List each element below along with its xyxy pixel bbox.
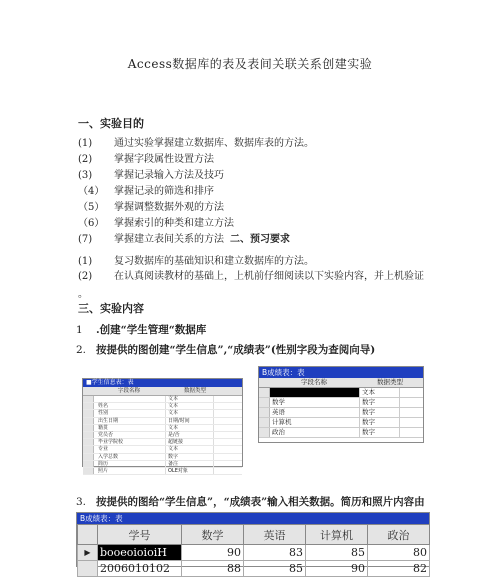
field-type-cell[interactable]: 文本 — [166, 410, 214, 416]
field-name-cell[interactable]: 姓名 — [94, 403, 166, 409]
prep-text: 复习数据库的基础知识和建立数据库的方法。 — [114, 256, 314, 267]
field-row[interactable] — [83, 468, 242, 475]
prep-item — [78, 270, 424, 284]
purpose-text: 掌握索引的种类和建立方法 — [114, 218, 234, 229]
field-name-cell[interactable]: 数学 — [270, 398, 360, 407]
purpose-item — [78, 233, 290, 247]
field-type-cell[interactable]: 数字 — [360, 428, 400, 437]
field-name-cell[interactable]: 入学总数 — [94, 454, 166, 460]
step-2 — [76, 342, 375, 357]
student-info-header — [83, 387, 242, 396]
row-selector[interactable] — [83, 439, 94, 445]
field-type-cell[interactable]: 数字 — [360, 408, 400, 417]
row-selector[interactable] — [83, 446, 94, 452]
score-cell[interactable]: 90 — [306, 561, 368, 577]
row-selector[interactable] — [259, 428, 270, 437]
field-name-cell[interactable]: 性别 — [94, 410, 166, 416]
purpose-item — [78, 201, 224, 215]
purpose-num: (3) — [78, 170, 93, 181]
field-name-cell[interactable]: 英语 — [270, 408, 360, 417]
field-type-cell[interactable]: 是/否 — [166, 432, 214, 438]
prep-num: (2) — [78, 271, 93, 282]
prep-dot: 。 — [78, 289, 88, 300]
field-type-cell[interactable]: 文本 — [166, 446, 214, 452]
step-3 — [76, 494, 425, 509]
row-selector[interactable] — [259, 418, 270, 427]
field-row[interactable] — [259, 398, 423, 408]
purpose-num: （6） — [78, 218, 105, 229]
score-cell[interactable]: 83 — [244, 545, 306, 561]
field-type-cell[interactable]: 数字 — [166, 454, 214, 460]
row-selector[interactable] — [83, 396, 94, 402]
grades-datasheet-window[interactable] — [76, 512, 430, 575]
field-type-cell[interactable]: 文本 — [360, 388, 400, 397]
step-1-num: 1 — [76, 324, 83, 336]
field-name-cell[interactable]: 毕业学院校 — [94, 439, 166, 445]
field-type-cell[interactable]: 文本 — [166, 396, 214, 402]
field-name-cell[interactable] — [270, 388, 360, 397]
field-name-header: 字段名称 — [301, 378, 327, 386]
purpose-num: （4） — [78, 186, 105, 197]
grades-datasheet — [77, 524, 430, 577]
purpose-text: 通过实验掌握建立数据库、数据库表的方法。 — [114, 138, 314, 149]
field-name-header: 字段名称 — [117, 388, 140, 394]
step-3-num: 3. — [76, 496, 87, 508]
student-id-cell[interactable]: 2006010102 — [98, 561, 182, 577]
field-name-cell[interactable]: 简历 — [94, 461, 166, 467]
prep-item — [78, 255, 314, 269]
field-type-cell[interactable]: 文本 — [166, 425, 214, 431]
row-selector[interactable] — [259, 408, 270, 417]
score-cell[interactable]: 85 — [306, 545, 368, 561]
row-selector[interactable] — [83, 425, 94, 431]
row-selector[interactable]: ▶ — [78, 545, 98, 561]
row-selector[interactable] — [78, 561, 98, 577]
column-header[interactable]: 学号 — [98, 525, 182, 545]
grades-design-header — [259, 378, 423, 388]
column-header[interactable]: 英语 — [244, 525, 306, 545]
purpose-text: 掌握建立表间关系的方法 — [114, 234, 224, 245]
field-row[interactable] — [83, 454, 242, 461]
purpose-num: (2) — [78, 154, 93, 165]
prep-num: (1) — [78, 256, 93, 267]
field-row[interactable] — [83, 446, 242, 453]
field-name-cell[interactable]: 出生日期 — [94, 418, 166, 424]
field-row[interactable] — [83, 410, 242, 417]
step-3-text: 按提供的图给“学生信息”，“成绩表”输入相关数据。简历和照片内容由 — [96, 496, 425, 508]
field-name-cell[interactable]: 党员否 — [94, 432, 166, 438]
score-cell[interactable]: 90 — [182, 545, 244, 561]
field-type-cell[interactable]: 数字 — [360, 398, 400, 407]
row-selector-header[interactable] — [78, 525, 98, 545]
row-selector[interactable] — [259, 388, 270, 397]
row-selector[interactable] — [83, 468, 94, 474]
student-id-cell[interactable]: booeoioioiH — [98, 545, 182, 561]
purpose-item — [78, 153, 214, 167]
row-selector[interactable] — [83, 432, 94, 438]
purpose-item — [78, 217, 234, 231]
score-cell[interactable]: 85 — [244, 561, 306, 577]
field-name-cell[interactable]: 政治 — [270, 428, 360, 437]
section-prep-heading: 二、预习要求 — [230, 234, 290, 245]
field-type-cell[interactable]: 备注 — [166, 461, 214, 467]
row-selector[interactable] — [259, 398, 270, 407]
purpose-text: 掌握记录的筛选和排序 — [114, 186, 214, 197]
purpose-text: 掌握调整数据外观的方法 — [114, 202, 224, 213]
purpose-item — [78, 185, 214, 199]
row-selector[interactable] — [83, 461, 94, 467]
purpose-text: 掌握记录输入方法及技巧 — [114, 170, 224, 181]
field-name-cell[interactable] — [94, 396, 166, 402]
student-info-window-title[interactable]: ■学生信息表：表 — [83, 379, 242, 387]
field-row[interactable] — [83, 418, 242, 425]
purpose-text: 掌握字段属性设置方法 — [114, 154, 214, 165]
row-selector[interactable] — [83, 403, 94, 409]
step-1 — [76, 322, 206, 337]
grades-datasheet-window-title[interactable]: B成绩表：表 — [77, 513, 429, 524]
field-row[interactable] — [259, 388, 423, 398]
field-row[interactable] — [83, 425, 242, 432]
prep-text: 在认真阅读教材的基础上，上机前仔细阅读以下实验内容，并上机验证 — [114, 271, 424, 282]
purpose-item — [78, 137, 314, 151]
column-header[interactable]: 数学 — [182, 525, 244, 545]
column-header[interactable]: 政治 — [368, 525, 430, 545]
row-selector[interactable] — [83, 410, 94, 416]
field-type-cell[interactable]: OLE对象 — [166, 468, 214, 474]
section-content-heading: 三、实验内容 — [78, 302, 144, 315]
row-selector[interactable] — [83, 454, 94, 460]
purpose-num: (1) — [78, 138, 93, 149]
field-row[interactable] — [259, 408, 423, 418]
field-row[interactable] — [83, 461, 242, 468]
field-type-cell[interactable]: 文本 — [166, 403, 214, 409]
doc-title: Access数据库的表及表间关联关系创建实验 — [127, 57, 373, 71]
purpose-num: （5） — [78, 202, 105, 213]
field-name-cell[interactable]: 计算机 — [270, 418, 360, 427]
data-type-header: 数据类型 — [183, 388, 206, 394]
column-header[interactable]: 计算机 — [306, 525, 368, 545]
row-selector[interactable] — [83, 418, 94, 424]
data-type-header: 数据类型 — [377, 378, 403, 386]
field-type-cell[interactable]: 数字 — [360, 418, 400, 427]
field-name-cell[interactable]: 照片 — [94, 468, 166, 474]
score-cell[interactable]: 88 — [182, 561, 244, 577]
field-type-cell[interactable]: 日期/时间 — [166, 418, 214, 424]
student-info-design-window[interactable] — [82, 378, 243, 474]
field-name-cell[interactable]: 专业 — [94, 446, 166, 452]
section-purpose-heading: 一、实验目的 — [78, 117, 144, 130]
grades-design-window-title[interactable]: B成绩表：表 — [259, 367, 423, 378]
purpose-num: (7) — [78, 234, 93, 245]
purpose-item — [78, 169, 224, 183]
step-2-text: 按提供的图创建“学生信息”,“成绩表”(性别字段为查阅向导) — [96, 344, 376, 356]
grades-design-window[interactable] — [258, 366, 424, 443]
step-1-text: .创建“学生管理“数据库 — [96, 324, 207, 336]
field-name-cell[interactable]: 籍贯 — [94, 425, 166, 431]
field-type-cell[interactable]: 超链接 — [166, 439, 214, 445]
field-row[interactable] — [259, 428, 423, 438]
table-row[interactable] — [78, 545, 430, 561]
table-row[interactable] — [78, 561, 430, 577]
field-row[interactable] — [259, 418, 423, 428]
score-cell[interactable]: 80 — [368, 545, 430, 561]
score-cell[interactable]: 82 — [368, 561, 430, 577]
step-2-num: 2. — [76, 344, 87, 356]
